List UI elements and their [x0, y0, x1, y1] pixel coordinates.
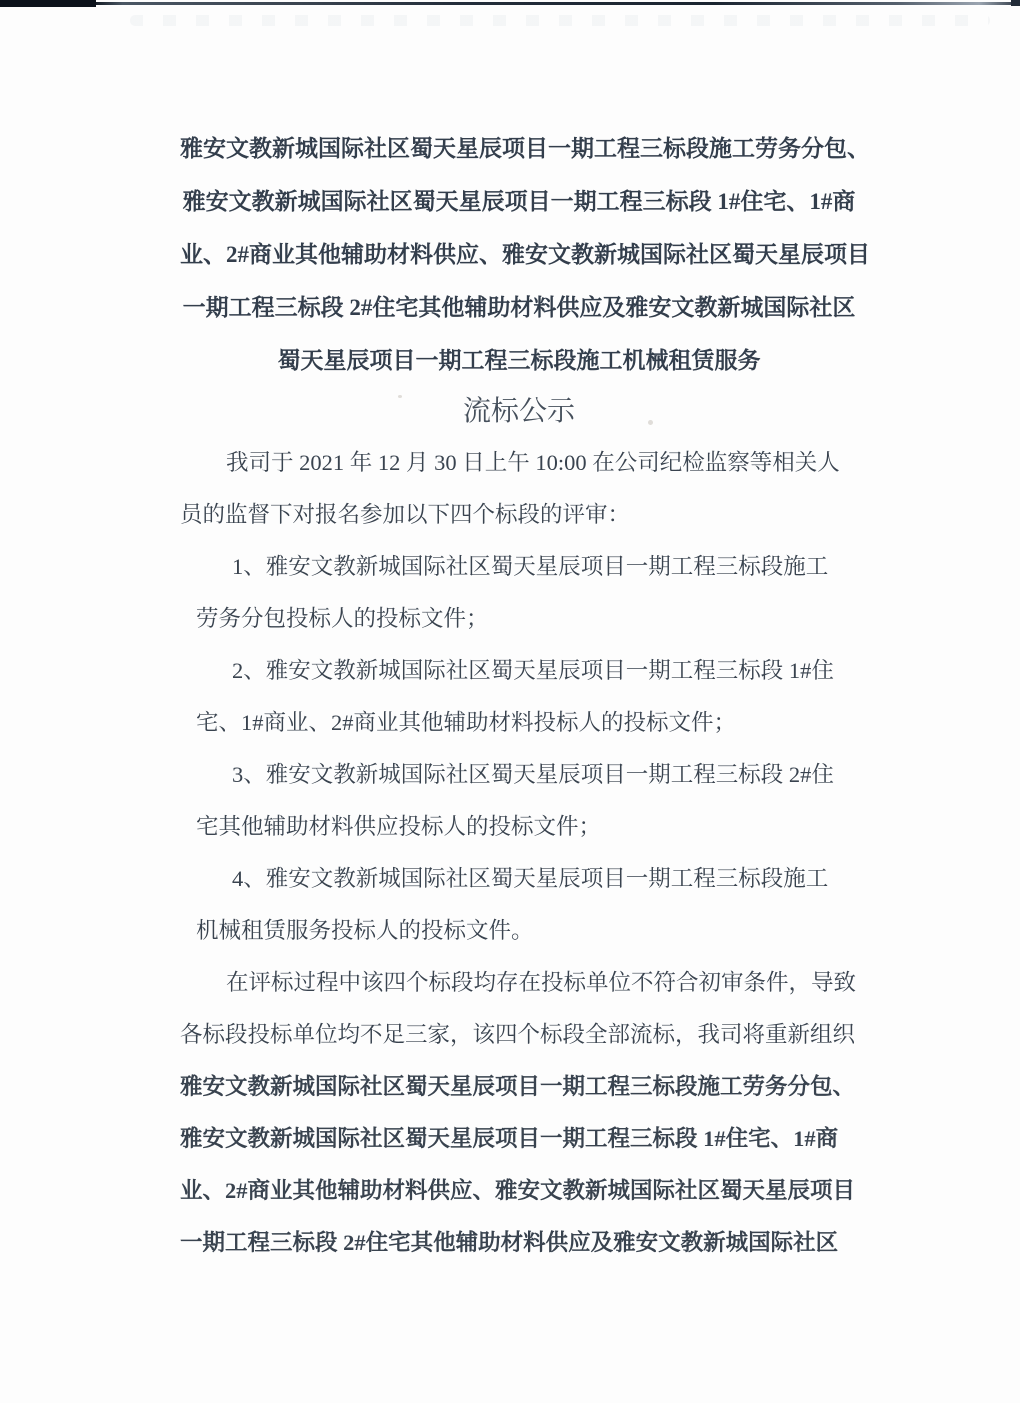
body-line-rebid-1: 雅安文教新城国际社区蜀天星辰项目一期工程三标段施工劳务分包、 — [180, 1074, 856, 1099]
body-line-item2-2: 宅、1#商业、2#商业其他辅助材料投标人的投标文件； — [196, 710, 737, 735]
body-line-rebid-4: 一期工程三标段 2#住宅其他辅助材料供应及雅安文教新城国际社区 — [180, 1230, 839, 1255]
scan-top-edge-line — [0, 2, 1020, 5]
body-line-item3-2: 宅其他辅助材料供应投标人的投标文件； — [196, 814, 602, 839]
body-line-item4-1: 4、雅安文教新城国际社区蜀天星辰项目一期工程三标段施工 — [232, 866, 829, 891]
notice-title-line-3: 业、2#商业其他辅助材料供应、雅安文教新城国际社区蜀天星辰项目 — [180, 242, 870, 267]
notice-title-line-1: 雅安文教新城国际社区蜀天星辰项目一期工程三标段施工劳务分包、 — [180, 136, 870, 161]
notice-title-line-4: 一期工程三标段 2#住宅其他辅助材料供应及雅安文教新城国际社区 — [182, 295, 856, 320]
body-line-rebid-3: 业、2#商业其他辅助材料供应、雅安文教新城国际社区蜀天星辰项目 — [180, 1178, 856, 1203]
body-line-result-1: 在评标过程中该四个标段均存在投标单位不符合初审条件，导致 — [226, 970, 857, 995]
notice-subtitle: 流标公示 — [462, 396, 575, 427]
notice-body — [180, 437, 858, 1269]
body-line-item4-2: 机械租赁服务投标人的投标文件。 — [196, 918, 534, 943]
scan-top-edge-right-block — [1011, 0, 1020, 6]
body-line-result-2: 各标段投标单位均不足三家，该四个标段全部流标，我司将重新组织 — [180, 1022, 856, 1047]
scan-smudge-artifact — [130, 15, 990, 26]
notice-title-line-5: 蜀天星辰项目一期工程三标段施工机械租赁服务 — [277, 348, 761, 373]
body-line-rebid-2: 雅安文教新城国际社区蜀天星辰项目一期工程三标段 1#住宅、1#商 — [180, 1126, 839, 1151]
notice-title-line-2: 雅安文教新城国际社区蜀天星辰项目一期工程三标段 1#住宅、1#商 — [182, 189, 856, 214]
notice-title — [180, 122, 870, 387]
body-line-item3-1: 3、雅安文教新城国际社区蜀天星辰项目一期工程三标段 2#住 — [232, 762, 834, 787]
scan-top-edge-left-block — [0, 0, 96, 7]
body-line-intro-1: 我司于 2021 年 12 月 30 日上午 10:00 在公司纪检监察等相关人 — [226, 450, 840, 475]
body-line-item1-2: 劳务分包投标人的投标文件； — [196, 606, 489, 631]
body-line-intro-2: 员的监督下对报名参加以下四个标段的评审： — [180, 502, 631, 527]
notice-content — [180, 122, 870, 1269]
body-line-item2-1: 2、雅安文教新城国际社区蜀天星辰项目一期工程三标段 1#住 — [232, 658, 834, 683]
body-line-item1-1: 1、雅安文教新城国际社区蜀天星辰项目一期工程三标段施工 — [232, 554, 829, 579]
